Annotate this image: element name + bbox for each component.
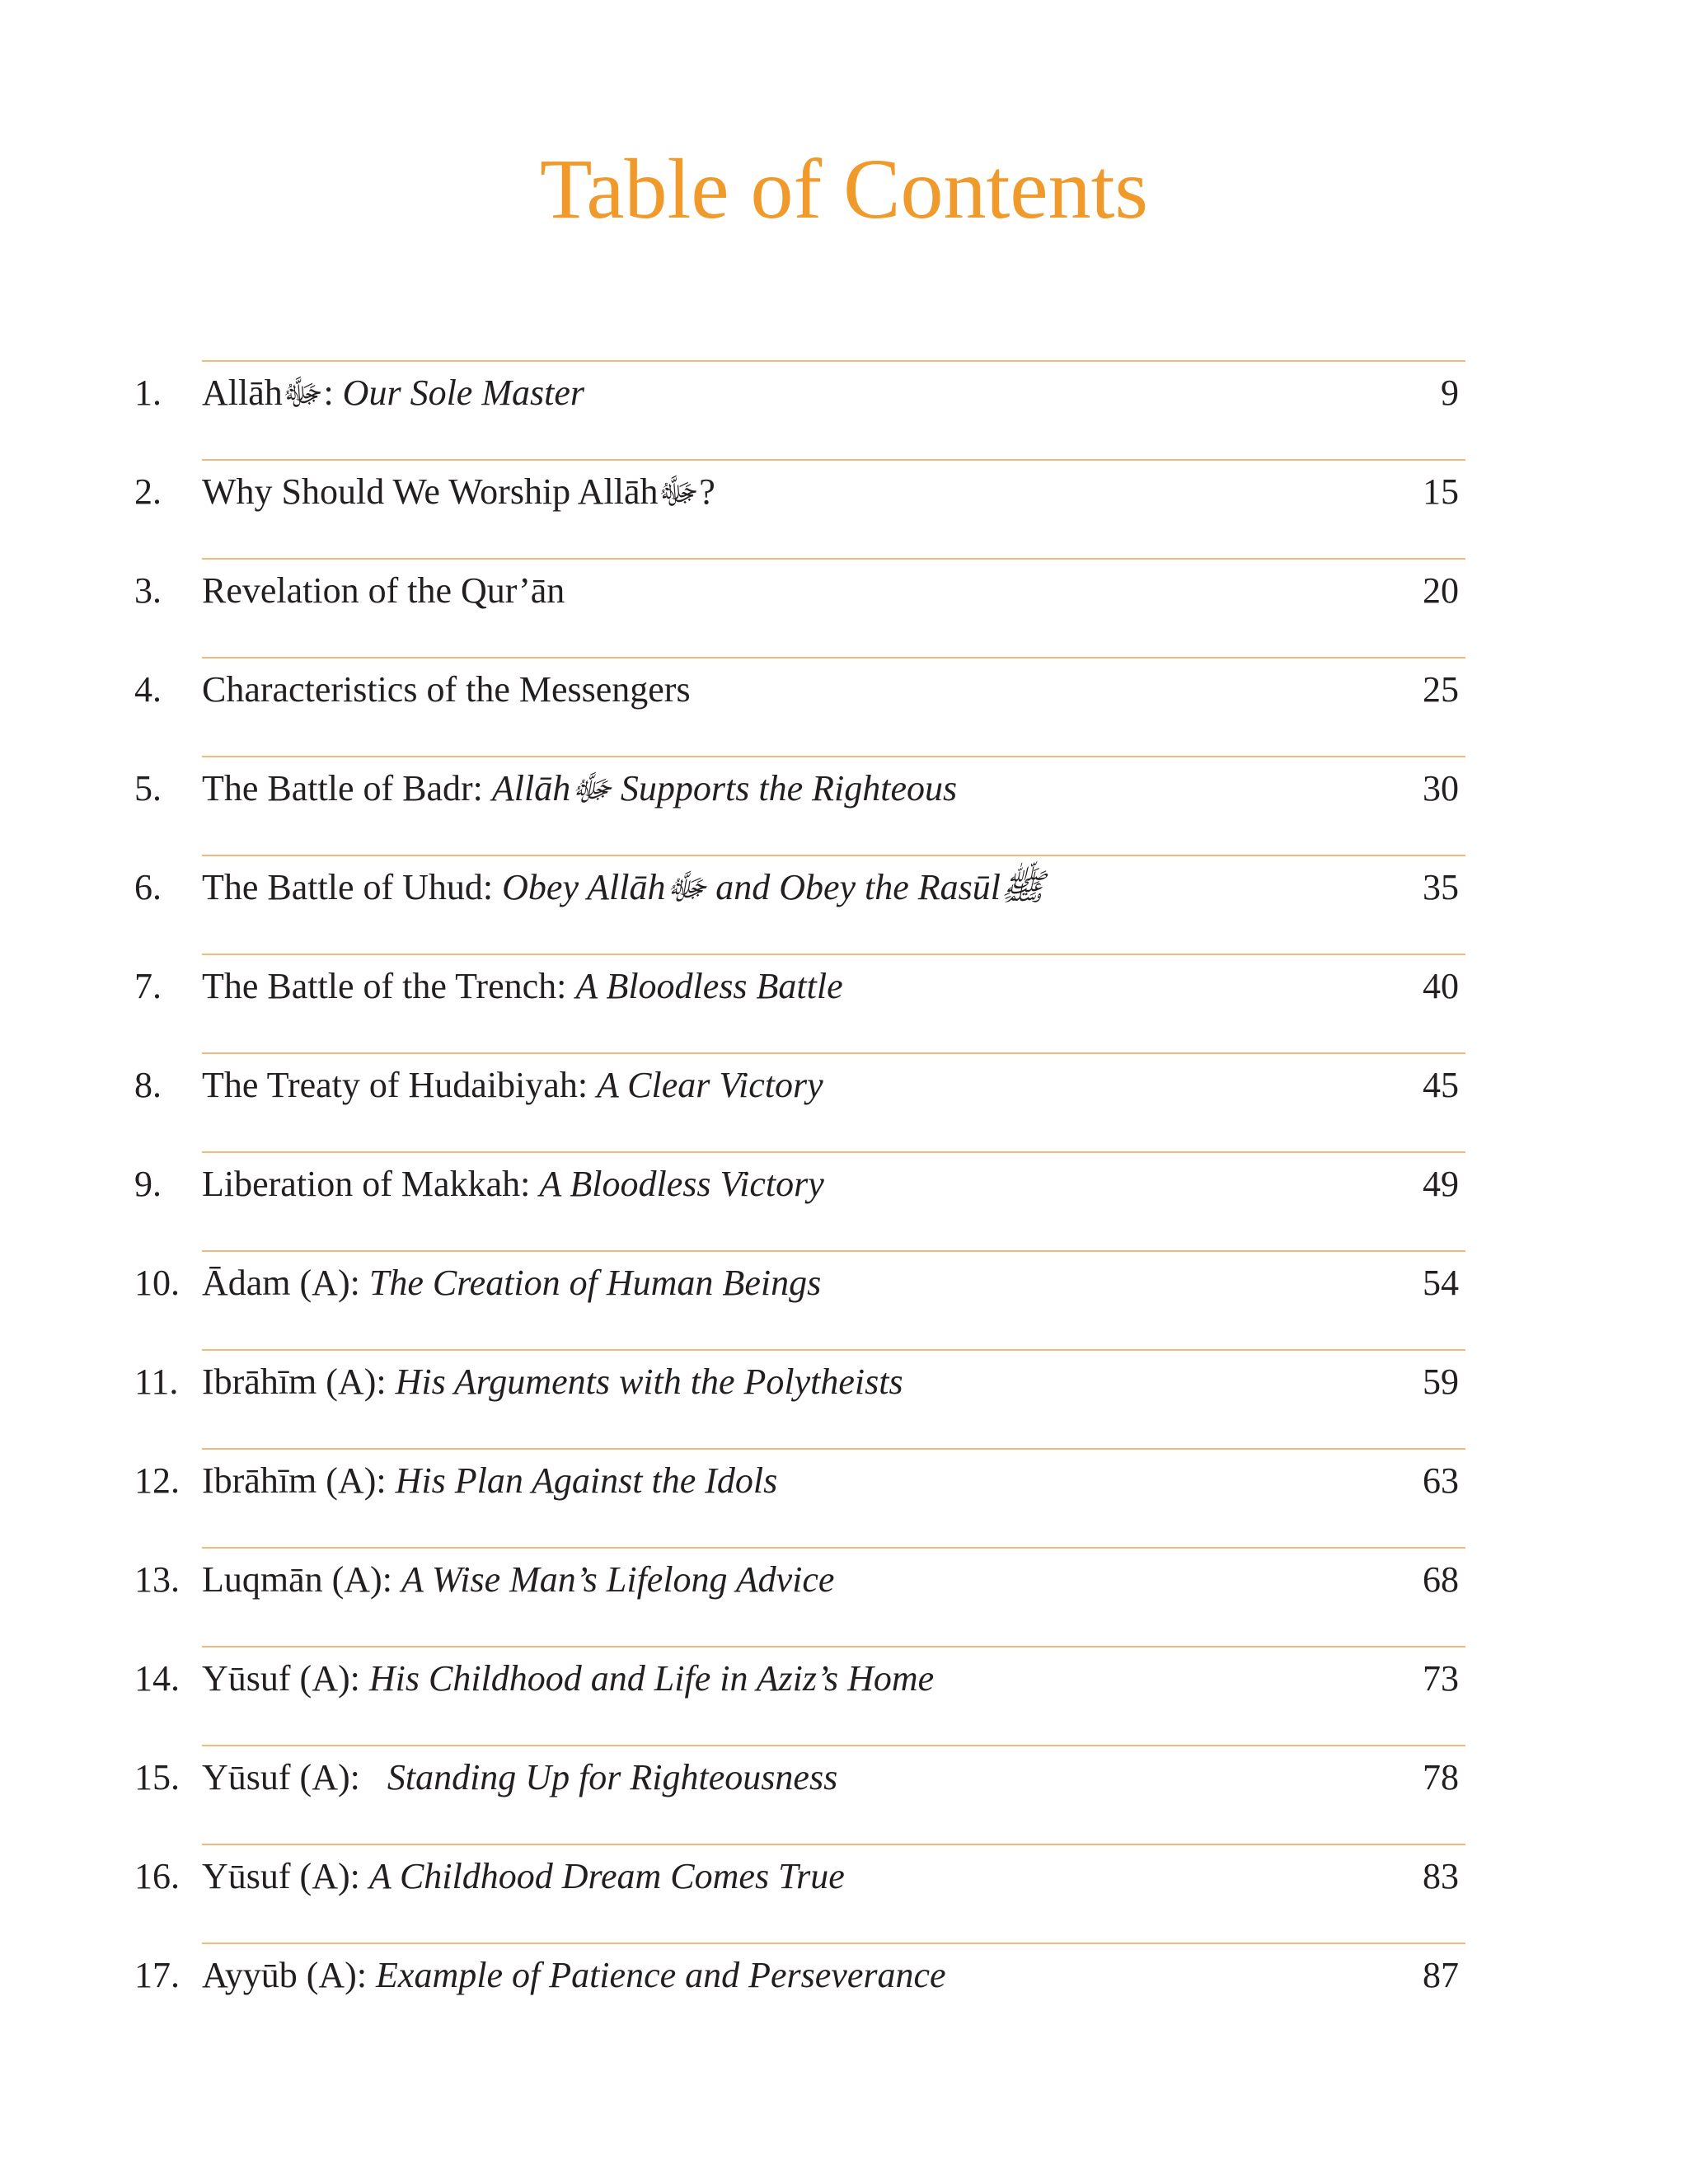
- entry-subtitle: Our Sole Master: [342, 373, 584, 413]
- entry-number: 12.: [134, 1460, 180, 1501]
- entry-title[interactable]: [202, 768, 958, 808]
- toc-entry[interactable]: [0, 1547, 1688, 1646]
- entry-title[interactable]: [202, 1361, 903, 1402]
- entry-number: 17.: [134, 1955, 180, 1995]
- entry-title[interactable]: [202, 869, 1044, 906]
- divider: [202, 1547, 1465, 1549]
- entry-number: 2.: [134, 471, 162, 512]
- toc-entry[interactable]: [0, 657, 1688, 756]
- divider: [202, 1250, 1465, 1252]
- entry-page-number: 30: [1423, 768, 1459, 808]
- entry-title-lead: Ādam (A):: [202, 1263, 369, 1303]
- toc-entry[interactable]: [0, 1448, 1688, 1547]
- entry-title-lead: Characteristics of the Messengers: [202, 669, 691, 710]
- entry-page-number: 87: [1423, 1955, 1459, 1995]
- divider: [202, 1448, 1465, 1450]
- divider: [202, 558, 1465, 560]
- entry-number: 6.: [134, 867, 162, 907]
- toc-entry[interactable]: [0, 1151, 1688, 1250]
- divider: [202, 1349, 1465, 1351]
- entry-subtitle: A Bloodless Victory: [539, 1164, 824, 1204]
- entry-page-number: 35: [1423, 867, 1459, 907]
- entry-title-lead: Liberation of Makkah:: [202, 1164, 540, 1204]
- entry-page-number: 45: [1423, 1065, 1459, 1105]
- toc-entry[interactable]: [0, 1250, 1688, 1349]
- divider: [202, 1151, 1465, 1153]
- entry-page-number: 78: [1423, 1757, 1459, 1797]
- divider: [202, 954, 1465, 955]
- entry-page-number: 40: [1423, 966, 1459, 1006]
- entry-subtitle: Standing Up for Righteousness: [387, 1757, 838, 1797]
- divider: [202, 459, 1465, 461]
- entry-subtitle: Example of Patience and Perseverance: [376, 1955, 946, 1995]
- toc-entry[interactable]: [0, 1052, 1688, 1151]
- entry-title-lead: Yūsuf (A):: [202, 1856, 369, 1896]
- entry-title[interactable]: [202, 1757, 838, 1797]
- entry-page-number: 73: [1423, 1658, 1459, 1699]
- toc-entry[interactable]: [0, 1844, 1688, 1943]
- entry-title-lead: Allāhﷻ:: [202, 373, 343, 413]
- entry-title-lead: Revelation of the Qur’ān: [202, 570, 565, 611]
- entry-page-number: 15: [1423, 471, 1459, 512]
- divider: [202, 1844, 1465, 1845]
- entry-title[interactable]: [202, 1559, 835, 1600]
- entry-title-lead: The Battle of the Trench:: [202, 966, 576, 1006]
- entry-page-number: 9: [1441, 373, 1459, 413]
- entry-subtitle: Allāhﷻ Supports the Righteous: [491, 768, 958, 808]
- entry-number: 11.: [134, 1361, 179, 1402]
- entry-number: 4.: [134, 669, 162, 710]
- divider: [202, 1745, 1465, 1746]
- entry-page-number: 63: [1423, 1460, 1459, 1501]
- entry-title[interactable]: [202, 1460, 778, 1501]
- entry-page-number: 49: [1423, 1164, 1459, 1204]
- toc-entry[interactable]: [0, 1646, 1688, 1745]
- entry-subtitle: Obey Allāhﷻ and Obey the Rasūlﷺ: [502, 867, 1045, 907]
- divider: [202, 1646, 1465, 1647]
- toc-entry[interactable]: [0, 459, 1688, 558]
- entry-title[interactable]: [202, 1858, 845, 1895]
- entry-number: 5.: [134, 768, 162, 808]
- entry-number: 15.: [134, 1757, 180, 1797]
- page-title: Table of Contents: [540, 142, 1148, 237]
- entry-subtitle: A Childhood Dream Comes True: [368, 1856, 845, 1896]
- entry-title-lead: The Treaty of Hudaibiyah:: [202, 1065, 598, 1105]
- entry-subtitle: His Plan Against the Idols: [395, 1460, 778, 1501]
- entry-number: 14.: [134, 1658, 180, 1699]
- divider: [202, 657, 1465, 658]
- entry-title[interactable]: [202, 1957, 946, 1994]
- entry-title-lead: Yūsuf (A):: [202, 1658, 369, 1699]
- toc-entry[interactable]: [0, 360, 1688, 459]
- toc-entry[interactable]: [0, 558, 1688, 657]
- entry-subtitle: The Creation of Human Beings: [368, 1263, 822, 1303]
- entry-page-number: 20: [1423, 570, 1459, 611]
- entry-title[interactable]: [202, 669, 691, 710]
- divider: [202, 756, 1465, 757]
- entry-title-lead: Ibrāhīm (A):: [202, 1361, 396, 1402]
- entry-title[interactable]: [202, 1067, 823, 1104]
- entry-title[interactable]: [202, 375, 584, 411]
- entry-title-lead: Ayyūb (A):: [202, 1955, 377, 1995]
- toc-entry[interactable]: [0, 1943, 1688, 2041]
- entry-subtitle: His Childhood and Life in Aziz’s Home: [368, 1658, 935, 1699]
- toc-entry[interactable]: [0, 855, 1688, 954]
- entry-number: 1.: [134, 373, 162, 413]
- entry-number: 7.: [134, 966, 162, 1006]
- divider: [202, 1052, 1465, 1054]
- toc-entry[interactable]: [0, 1349, 1688, 1448]
- entry-subtitle: A Bloodless Battle: [575, 966, 843, 1006]
- entry-page-number: 83: [1423, 1856, 1459, 1896]
- entry-subtitle: His Arguments with the Polytheists: [395, 1361, 903, 1402]
- entry-title[interactable]: [202, 570, 565, 611]
- entry-title-lead: Why Should We Worship Allāhﷻ?: [202, 471, 715, 512]
- divider: [202, 1943, 1465, 1944]
- entry-title-lead: Yūsuf (A):: [202, 1757, 387, 1797]
- entry-number: 9.: [134, 1164, 162, 1204]
- entry-number: 13.: [134, 1559, 180, 1600]
- entry-title[interactable]: [202, 1166, 824, 1202]
- entry-title[interactable]: [202, 1265, 821, 1301]
- divider: [202, 360, 1465, 362]
- entry-page-number: 25: [1423, 669, 1459, 710]
- entry-number: 8.: [134, 1065, 162, 1105]
- toc-entry[interactable]: [0, 954, 1688, 1052]
- entry-title[interactable]: [202, 968, 843, 1005]
- entry-number: 10.: [134, 1263, 180, 1303]
- entry-subtitle: A Clear Victory: [597, 1065, 823, 1105]
- entry-subtitle: A Wise Man’s Lifelong Advice: [401, 1559, 835, 1600]
- entry-number: 16.: [134, 1856, 180, 1896]
- entry-title[interactable]: [202, 471, 715, 512]
- entry-title[interactable]: [202, 1658, 935, 1699]
- entry-title-lead: The Battle of Badr:: [202, 768, 492, 808]
- entry-page-number: 59: [1423, 1361, 1459, 1402]
- toc-entry[interactable]: [0, 756, 1688, 855]
- entry-title-lead: The Battle of Uhud:: [202, 867, 503, 907]
- entry-number: 3.: [134, 570, 162, 611]
- entry-page-number: 68: [1423, 1559, 1459, 1600]
- divider: [202, 855, 1465, 856]
- entry-title-lead: Luqmān (A):: [202, 1559, 401, 1600]
- entry-page-number: 54: [1423, 1263, 1459, 1303]
- toc-entry[interactable]: [0, 1745, 1688, 1844]
- entry-title-lead: Ibrāhīm (A):: [202, 1460, 396, 1501]
